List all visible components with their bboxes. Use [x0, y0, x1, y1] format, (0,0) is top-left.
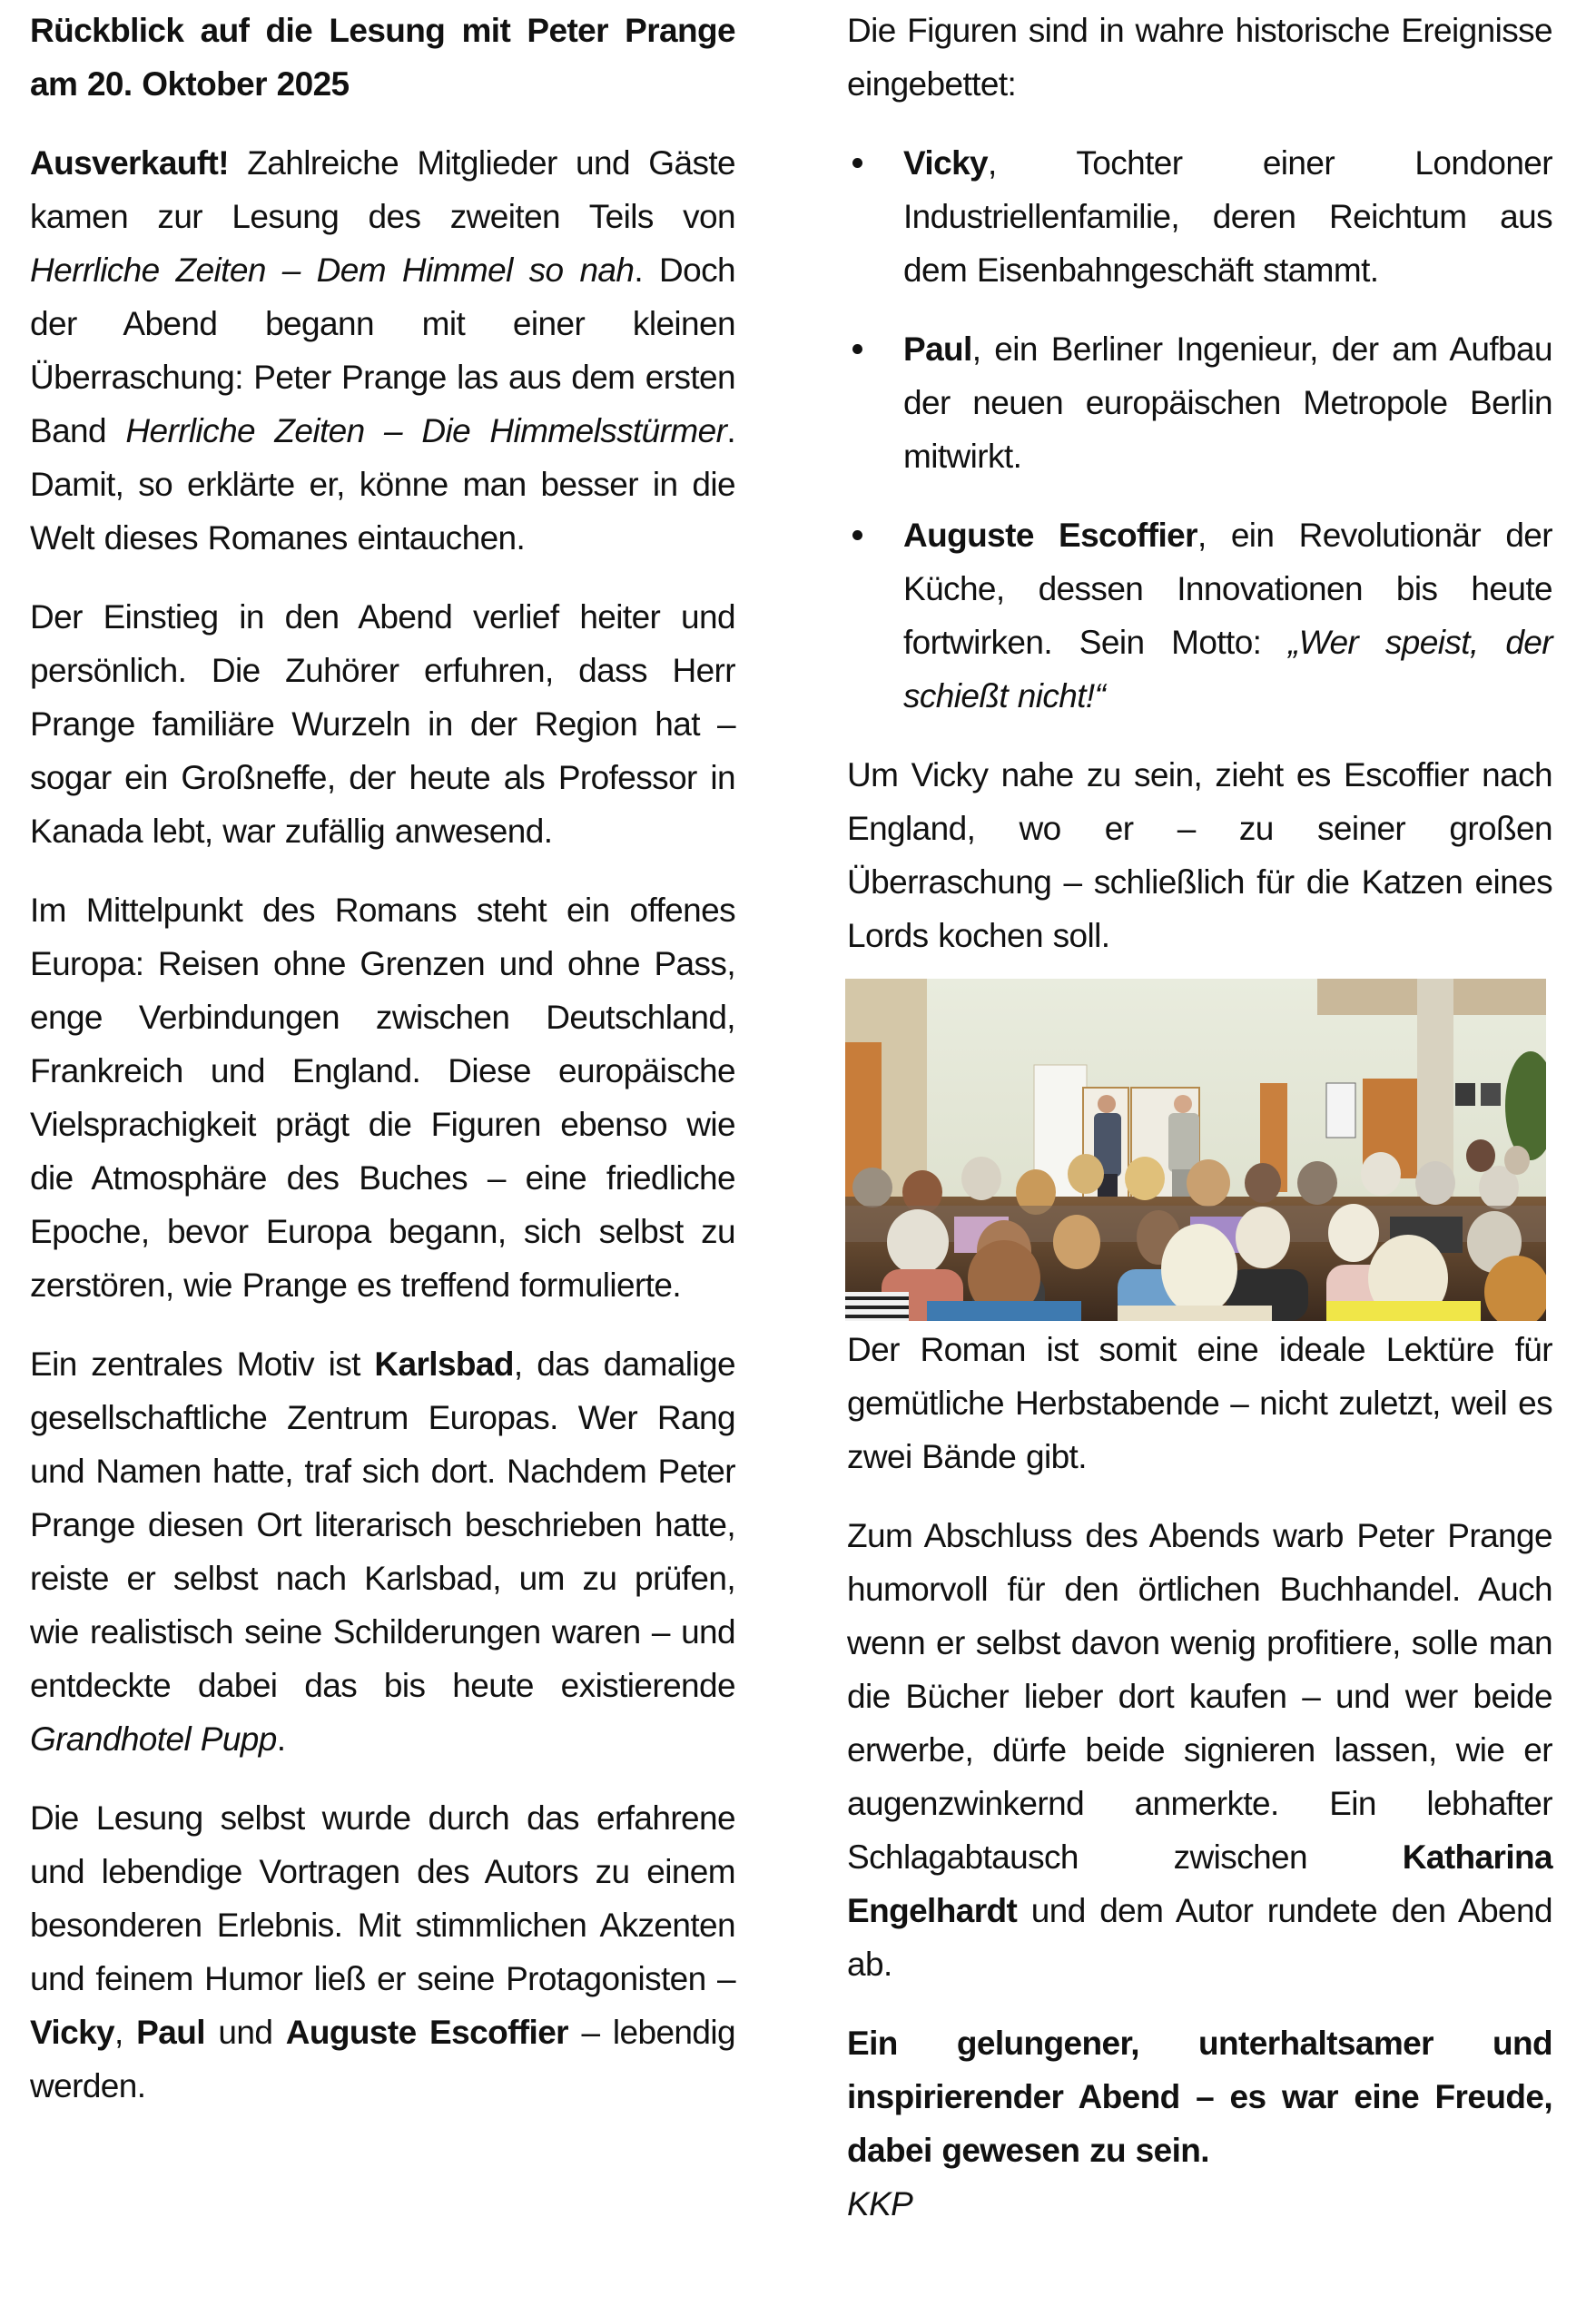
moderator-name-bold: Katharina Engelhardt — [847, 1838, 1552, 1929]
paragraph-england: Um Vicky nahe zu sein, zieht es Escoffier nach England, wo er – zu seiner großen Überraschung – schließlich für die Katzen eines Lords kochen soll. — [847, 756, 1552, 954]
paragraph-einstieg: Der Einstieg in den Abend verlief heiter und persönlich. Die Zuhörer erfuhren, dass Herr Prange familiäre Wurzeln in der Region hat – sogar ein Großneffe, der heute als Professor in Kanada lebt, war zufällig anwesend. — [30, 598, 735, 850]
book-title-italic: Herrliche Zeiten – Dem Himmel so nah — [30, 251, 635, 289]
paragraph-abschluss — [847, 1509, 1552, 1991]
motto-italic: „Wer speist, der schießt nicht!“ — [903, 624, 1552, 715]
character-name-bold: Auguste Escoffier — [903, 517, 1197, 554]
text-span: . Damit, so erklärte er, könne man besser in die Welt dieses Romanes eintauchen. — [30, 412, 735, 557]
text-span: Zahlreiche Mitglieder und Gäste kamen zur Lesung des zweiten Teils von — [30, 144, 735, 235]
text-span: und dem Autor rundete den Abend ab. — [847, 1892, 1552, 1983]
character-name-bold: Vicky — [903, 144, 989, 182]
paragraph-roman: Der Roman ist somit eine ideale Lektüre für gemütliche Herbstabende – nicht zuletzt, weil es zwei Bände gibt. — [847, 1331, 1552, 1475]
author-signature: KKP — [847, 2185, 913, 2222]
left-column — [30, 0, 735, 2138]
bullet-icon — [852, 344, 862, 354]
text-span: , — [114, 2014, 137, 2051]
hotel-italic: Grandhotel Pupp — [30, 1720, 277, 1758]
character-name-bold: Paul — [903, 330, 972, 368]
text-span: und — [204, 2014, 286, 2051]
character-name-bold: Vicky — [30, 2014, 115, 2051]
text-span: , das damalige gesellschaftliche Zentrum Europas. Wer Rang und Namen hatte, traf sich dort. Nachdem Peter Prange diesen Ort literarisch beschrieben hatte, reiste er selbst nach Karlsbad, um zu prüfen, wie realistisch seine Schilderungen waren – und entdeckte dabei das bis heute existierende — [30, 1345, 735, 1704]
list-item-character — [847, 322, 1552, 483]
character-list — [847, 136, 1552, 723]
closing-bold: Ein gelungener, unterhaltsamer und inspirierender Abend – es war eine Freude, dabei gewesen zu sein. — [847, 2025, 1552, 2169]
text-span: . — [276, 1720, 286, 1758]
character-name-bold: Auguste Escoffier — [285, 2014, 568, 2051]
paragraph-karlsbad — [30, 1337, 735, 1766]
event-photo — [845, 979, 1546, 1321]
lead-bold: Ausverkauft! — [30, 144, 229, 182]
paragraph-figuren-intro: Die Figuren sind in wahre historische Ereignisse eingebettet: — [847, 12, 1552, 103]
bullet-icon — [852, 158, 862, 168]
right-column — [847, 0, 1552, 2231]
paragraph-closing — [847, 2016, 1552, 2177]
list-item-character — [847, 508, 1552, 723]
paragraph-mittelpunkt: Im Mittelpunkt des Romans steht ein offenes Europa: Reisen ohne Grenzen und ohne Pass, enge Verbindungen zwischen Deutschland, Frankreich und England. Diese europäische Vielsprachigkeit prägt die Figuren ebenso wie die Atmosphäre des Buches – eine friedliche Epoche, bevor Europa begann, sich selbst zu zerstören, wie Prange es treffend formulierte. — [30, 892, 735, 1304]
text-span: Die Lesung selbst wurde durch das erfahrene und lebendige Vortragen des Autors zu einem besonderen Erlebnis. Mit stimmlichen Akzenten und feinem Humor ließ er seine Protagonisten – — [30, 1799, 735, 1997]
character-description: , Tochter einer Londoner Industriellenfamilie, deren Reichtum aus dem Eisenbahngeschäft stammt. — [903, 144, 1552, 289]
list-item-character — [847, 136, 1552, 297]
character-name-bold: Paul — [136, 2014, 205, 2051]
place-bold: Karlsbad — [374, 1345, 514, 1383]
bullet-icon — [852, 530, 862, 540]
text-span: . Doch der Abend begann mit einer kleinen Überraschung: Peter Prange las aus dem ersten Band — [30, 251, 736, 449]
article-title: Rückblick auf die Lesung mit Peter Prange am 20. Oktober 2025 — [30, 12, 735, 103]
photo-wall-picture — [1455, 1083, 1475, 1106]
text-span: – lebendig werden. — [30, 2014, 735, 2104]
paragraph-lesung — [30, 1791, 735, 2113]
text-span: Zum Abschluss des Abends warb Peter Prange humorvoll für den örtlichen Buchhandel. Auch wenn er selbst davon wenig profitiere, solle man die Bücher lieber dort kaufen – und wer beide erwerbe, dürfe beide signieren lassen, wie er augenzwinkernd anmerkte. Ein lebhafter Schlagabtausch zwischen — [847, 1517, 1552, 1876]
photo-wall-picture — [1481, 1083, 1501, 1106]
character-description: , ein Revolutionär der Küche, dessen Innovationen bis heute fortwirken. Sein Motto: — [903, 517, 1552, 661]
character-description: , ein Berliner Ingenieur, der am Aufbau der neuen europäischen Metropole Berlin mitwirkt. — [903, 330, 1552, 475]
photo-wall-chart — [1326, 1083, 1355, 1138]
paragraph-ausverkauft — [30, 136, 735, 565]
book-title-italic: Herrliche Zeiten – Die Himmelsstürmer — [125, 412, 727, 449]
text-span: Ein zentrales Motiv ist — [30, 1345, 375, 1383]
